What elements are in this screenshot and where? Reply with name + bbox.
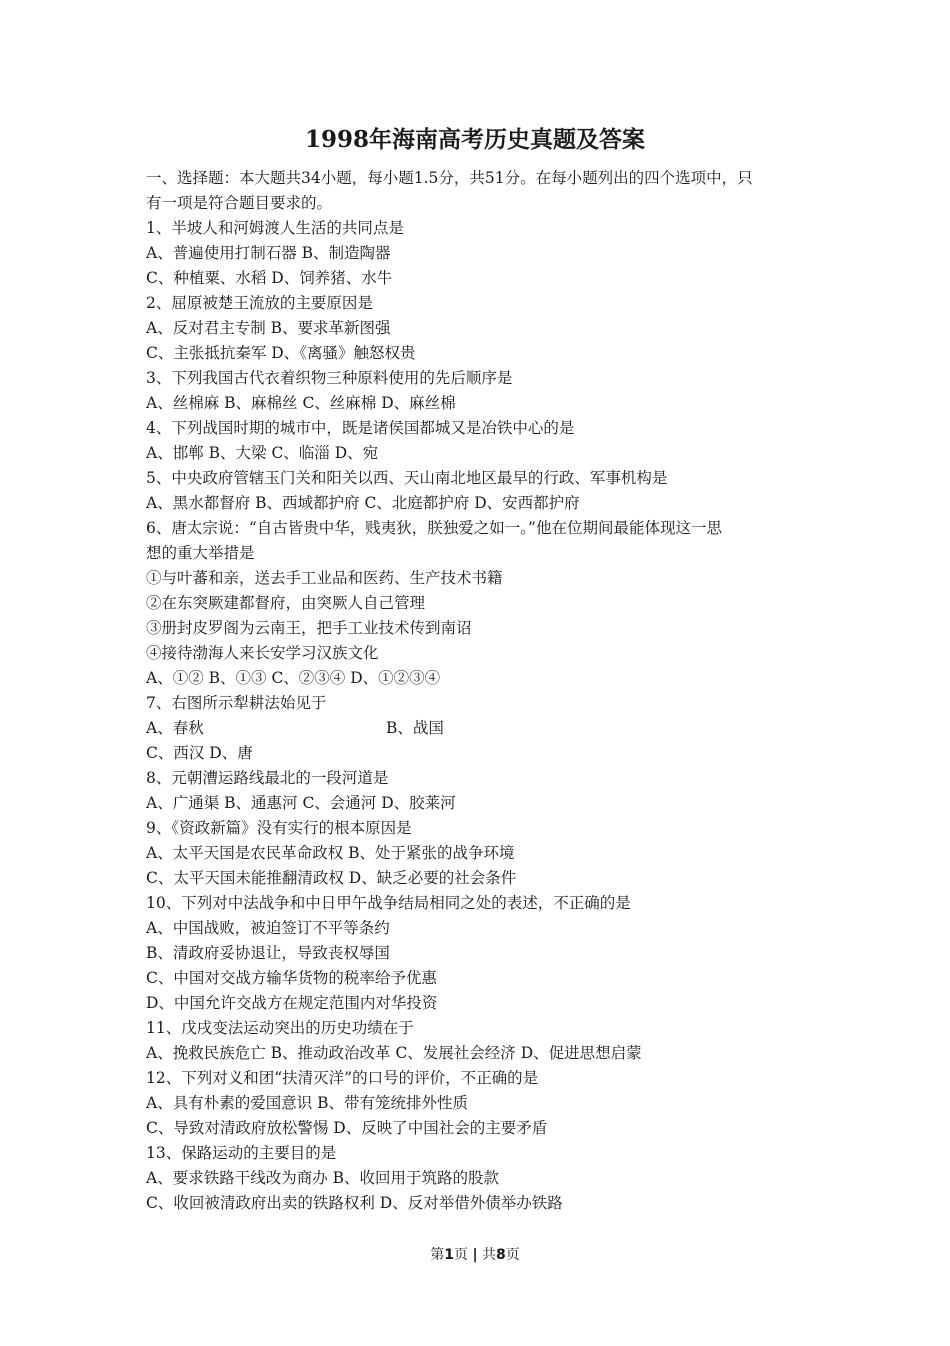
question-7-options-cd: C、西汉 D、唐 xyxy=(146,744,253,762)
question-10-option-d: D、中国允许交战方在规定范围内对华投资 xyxy=(146,994,438,1012)
question-13-options-cd: C、收回被清政府出卖的铁路权利 D、反对举借外债举办铁路 xyxy=(146,1194,563,1212)
question-4: 4、下列战国时期的城市中，既是诸侯国都城又是冶铁中心的是 xyxy=(146,419,575,437)
question-10: 10、下列对中法战争和中日甲午战争结局相同之处的表述，不正确的是 xyxy=(146,894,631,912)
question-6-item-3: ③册封皮罗阁为云南王，把手工业技术传到南诏 xyxy=(146,619,472,637)
question-13: 13、保路运动的主要目的是 xyxy=(146,1144,337,1162)
footer-total-prefix: 共 xyxy=(482,1247,497,1263)
question-7-options-ab xyxy=(146,716,806,741)
question-9-options-cd: C、太平天国未能推翻清政权 D、缺乏必要的社会条件 xyxy=(146,869,517,887)
document-body xyxy=(146,166,806,1216)
question-9: 9、《资政新篇》没有实行的根本原因是 xyxy=(146,819,412,837)
question-8: 8、元朝漕运路线最北的一段河道是 xyxy=(146,769,389,787)
question-6-item-4: ④接待渤海人来长安学习汉族文化 xyxy=(146,644,379,662)
question-10-option-a: A、中国战败，被迫签订不平等条约 xyxy=(146,919,390,937)
footer-page-unit: 页 xyxy=(453,1247,468,1263)
question-6-item-1: ①与叶蕃和亲，送去手工业品和医药、生产技术书籍 xyxy=(146,569,503,587)
text-line: 有一项是符合题目要求的。 xyxy=(146,194,333,212)
question-6-item-2: ②在东突厥建都督府，由突厥人自己管理 xyxy=(146,594,426,612)
question-1-options-cd: C、种植粟、水稻 D、饲养猪、水牛 xyxy=(146,269,393,287)
question-2: 2、屈原被楚王流放的主要原因是 xyxy=(146,294,373,312)
question-7: 7、右图所示犁耕法始见于 xyxy=(146,694,327,712)
question-6-options: A、①② B、①③ C、②③④ D、①②③④ xyxy=(146,669,441,687)
question-8-options: A、广通渠 B、通惠河 C、会通河 D、胶莱河 xyxy=(146,794,456,812)
question-2-options-ab: A、反对君主专制 B、要求革新图强 xyxy=(146,319,391,337)
question-11-options: A、挽救民族危亡 B、推动政治改革 C、发展社会经济 D、促进思想启蒙 xyxy=(146,1044,642,1062)
page-footer xyxy=(0,1245,950,1265)
question-12-options-cd: C、导致对清政府放松警惕 D、反映了中国社会的主要矛盾 xyxy=(146,1119,548,1137)
question-7-option-b: B、战国 xyxy=(386,719,444,737)
question-1-options-ab: A、普遍使用打制石器 B、制造陶器 xyxy=(146,244,391,262)
document-title: 1998年海南高考历史真题及答案 xyxy=(304,126,645,153)
question-3-options: A、丝棉麻 B、麻棉丝 C、丝麻棉 D、麻丝棉 xyxy=(146,394,456,412)
footer-page-number: 1 xyxy=(444,1247,454,1263)
question-13-options-ab: A、要求铁路干线改为商办 B、收回用于筑路的股款 xyxy=(146,1169,500,1187)
text-line: 一、选择题：本大题共34小题，每小题1.5分，共51分。在每小题列出的四个选项中，只 xyxy=(146,169,753,187)
question-1: 1、半坡人和河姆渡人生活的共同点是 xyxy=(146,219,404,237)
question-7-option-a: A、春秋 xyxy=(146,719,204,737)
question-10-option-b: B、清政府妥协退让，导致丧权辱国 xyxy=(146,944,390,962)
footer-total-unit: 页 xyxy=(505,1247,520,1263)
question-6: 6、唐太宗说：“自古皆贵中华，贱夷狄，朕独爱之如一。”他在位期间最能体现这一思 xyxy=(146,519,722,537)
footer-separator: | xyxy=(472,1247,478,1263)
question-12-options-ab: A、具有朴素的爱国意识 B、带有笼统排外性质 xyxy=(146,1094,469,1112)
question-5: 5、中央政府管辖玉门关和阳关以西、天山南北地区最早的行政、军事机构是 xyxy=(146,469,668,487)
question-5-options: A、黑水都督府 B、西域都护府 C、北庭都护府 D、安西都护府 xyxy=(146,494,580,512)
question-3: 3、下列我国古代衣着织物三种原料使用的先后顺序是 xyxy=(146,369,513,387)
question-12: 12、下列对义和团“扶清灭洋”的口号的评价，不正确的是 xyxy=(146,1069,539,1087)
footer-page-prefix: 第 xyxy=(430,1247,445,1263)
question-4-options: A、邯郸 B、大梁 C、临淄 D、宛 xyxy=(146,444,379,462)
question-11: 11、戊戌变法运动突出的历史功绩在于 xyxy=(146,1019,414,1037)
footer-total-pages: 8 xyxy=(496,1247,506,1263)
question-2-options-cd: C、主张抵抗秦军 D、《离骚》触怒权贵 xyxy=(146,344,416,362)
question-9-options-ab: A、太平天国是农民革命政权 B、处于紧张的战争环境 xyxy=(146,844,515,862)
question-10-option-c: C、中国对交战方输华货物的税率给予优惠 xyxy=(146,969,437,987)
question-6-continued: 想的重大举措是 xyxy=(146,544,255,562)
